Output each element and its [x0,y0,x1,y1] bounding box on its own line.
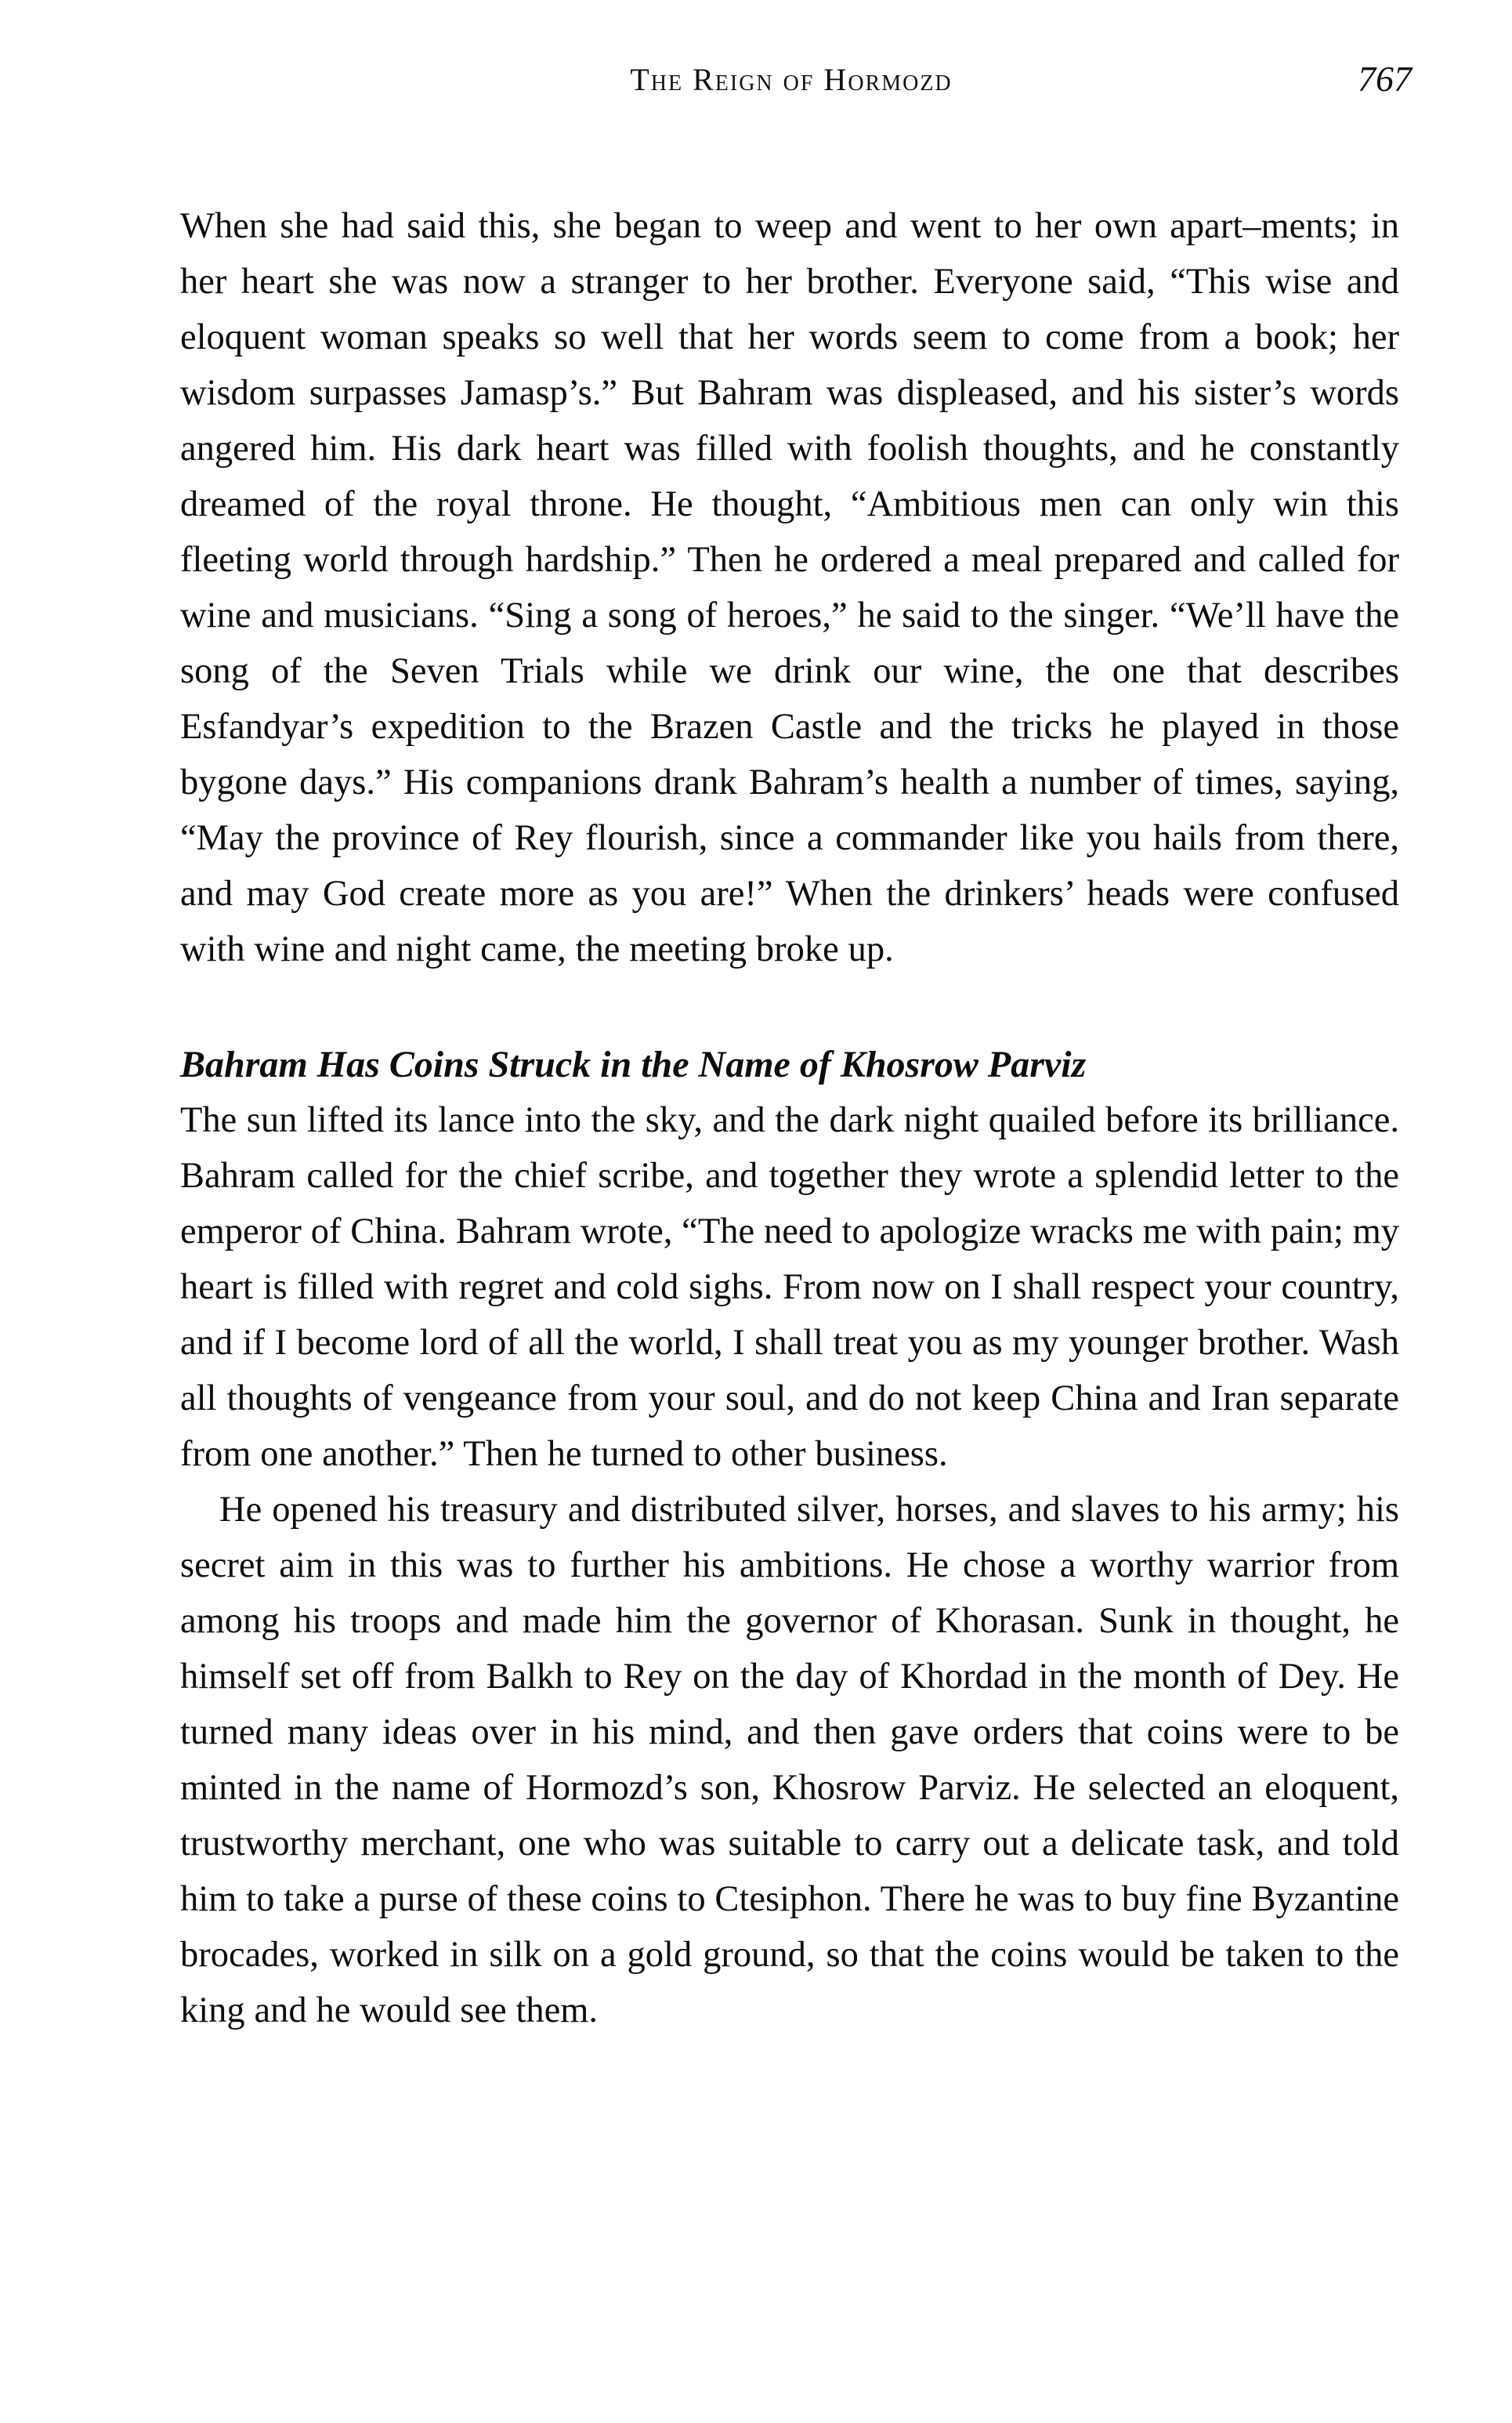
text-column [180,198,1399,2038]
page-number: 767 [1358,59,1412,99]
body-paragraph: The sun lifted its lance into the sky, and the dark night quailed before its brilliance. Bahram called for the chief scribe, and together they wrote a splendid letter to the emperor of China. Bahram wrote, “The need to apologize wracks me with pain; my heart is filled with regret and cold sighs. From now on I shall respect your country, and if I become lord of all the world, I shall treat you as my younger brother. Wash all thoughts of vengeance from your soul, and do not keep China and Iran separate from one another.” Then he turned to other business. [180,1100,1399,1474]
body-paragraph: When she had said this, she began to weep and went to her own apart–ments; in her heart she was now a stranger to her brother. Everyone said, “This wise and eloquent woman speaks so well that her words seem to come from a book; her wisdom surpasses Jamasp’s.” But Bahram was displeased, and his sister’s words angered him. His dark heart was filled with foolish thoughts, and he constantly dreamed of the royal throne. He thought, “Ambitious men can only win this fleeting world through hardship.” Then he ordered a meal prepared and called for wine and musicians. “Sing a song of heroes,” he said to the singer. “We’ll have the song of the Seven Trials while we drink our wine, the one that describes Esfandyar’s expedition to the Brazen Castle and the tricks he played in those bygone days.” His companions drank Bahram’s health a number of times, saying, “May the province of Rey flourish, since a commander like you hails from there, and may God create more as you are!” When the drinkers’ heads were confused with wine and night came, the meeting broke up. [180,206,1399,969]
running-header [180,59,1412,111]
section-heading: Bahram Has Coins Struck in the Name of Khosrow Parviz [180,1044,1087,1085]
running-head-title: The Reign of Hormozd [630,62,953,97]
heading-spacer [180,977,1399,1037]
body-paragraph: He opened his treasury and distributed silver, horses, and slaves to his army; his secret aim in this was to further his ambitions. He chose a worthy warrior from among his troops and made him the governor of Khorasan. Sunk in thought, he himself set off from Balkh to Rey on the day of Khordad in the month of Dey. He turned many ideas over in his mind, and then gave orders that coins were to be minted in the name of Hormozd’s son, Khosrow Parviz. He selected an eloquent, trustworthy merchant, one who was suitable to carry out a delicate task, and told him to take a purse of these coins to Ctesiphon. There he was to buy fine Byzantine brocades, worked in silk on a gold ground, so that the coins would be taken to the king and he would see them. [180,1490,1399,2030]
